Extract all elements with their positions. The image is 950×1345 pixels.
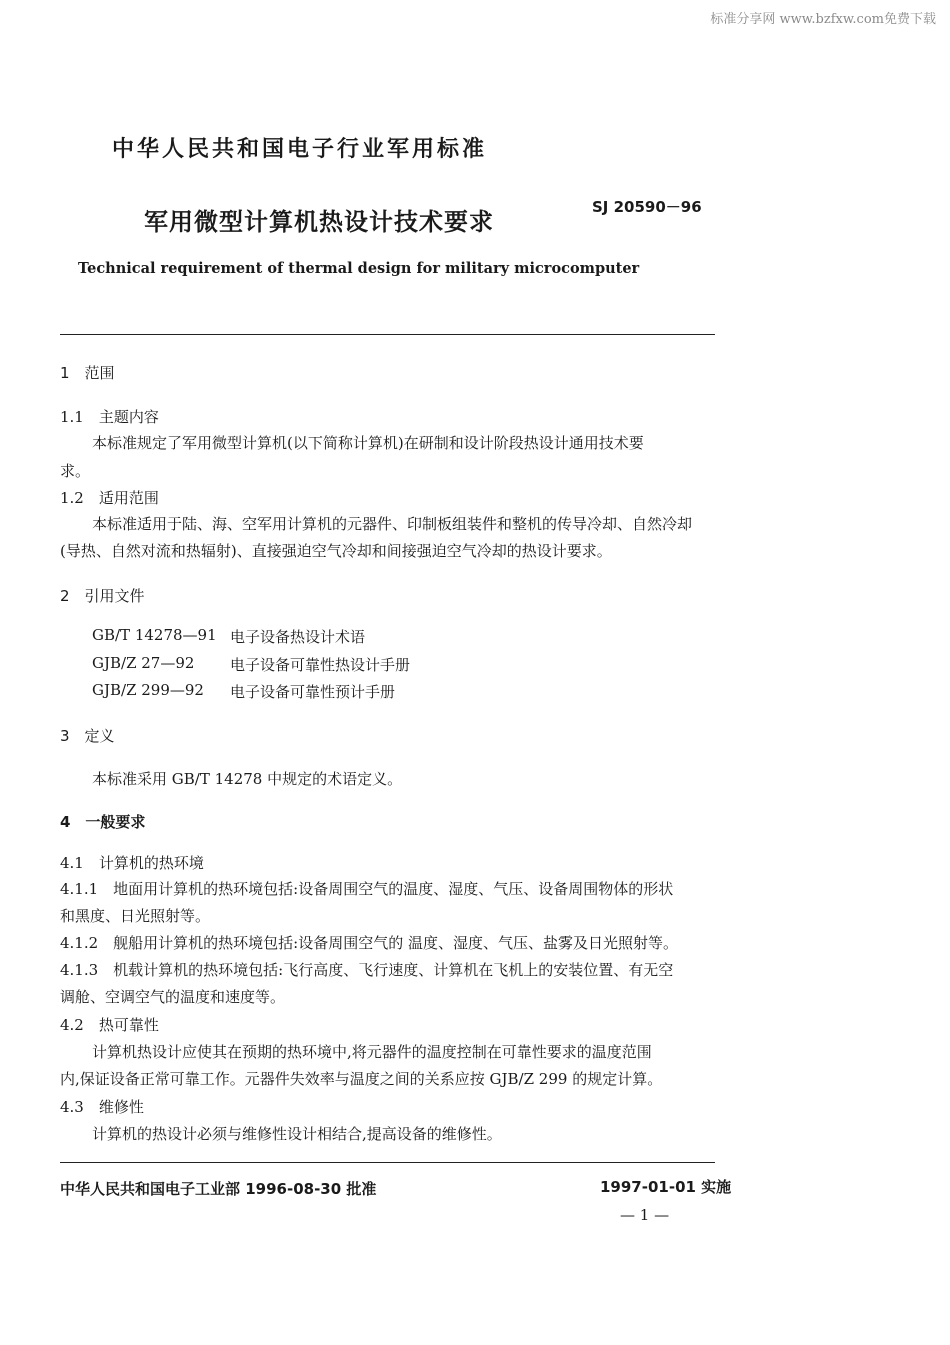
watermark: 标准分享网 www.bzfxw.com免费下载 bbox=[710, 12, 936, 27]
section-1-2-text: 本标准适用于陆、海、空军用计算机的元器件、印制板组装件和整机的传导冷却、自然冷却 bbox=[92, 515, 693, 533]
reference-code: GJB/Z 299—92 bbox=[92, 681, 204, 699]
issuing-organization: 中华人民共和国电子行业军用标准 bbox=[112, 137, 488, 162]
section-4-heading: 4 一般要求 bbox=[60, 813, 146, 831]
section-4-1-2-text: 4.1.2 舰船用计算机的热环境包括:设备周围空气的 温度、湿度、气压、盐雾及日光照射等。 bbox=[60, 934, 678, 952]
section-4-3-text: 计算机的热设计必须与维修性设计相结合,提高设备的维修性。 bbox=[92, 1125, 502, 1143]
section-4-1-1-text: 4.1.1 地面用计算机的热环境包括:设备周围空气的温度、湿度、气压、设备周围物体的形状 bbox=[60, 880, 674, 898]
section-4-2-text-cont: 内,保证设备正常可靠工作。元器件失效率与温度之间的关系应按 GJB/Z 299 的规定计算。 bbox=[60, 1070, 663, 1088]
section-1-2-heading: 1.2 适用范围 bbox=[60, 489, 159, 507]
standard-title: 军用微型计算机热设计技术要求 bbox=[144, 208, 494, 236]
section-1-1-text-cont: 求。 bbox=[60, 462, 91, 480]
section-1-1-text: 本标准规定了军用微型计算机(以下简称计算机)在研制和设计阶段热设计通用技术要 bbox=[92, 434, 644, 452]
standard-code: SJ 20590－96 bbox=[592, 198, 702, 216]
section-2-heading: 2 引用文件 bbox=[60, 587, 145, 605]
reference-code: GB/T 14278—91 bbox=[92, 626, 217, 644]
reference-title: 电子设备可靠性预计手册 bbox=[230, 683, 396, 701]
section-4-1-3-text-cont: 调舱、空调空气的温度和速度等。 bbox=[60, 988, 286, 1006]
section-4-2-text: 计算机热设计应使其在预期的热环境中,将元器件的温度控制在可靠性要求的温度范围 bbox=[92, 1043, 652, 1061]
section-1-2-text-cont: (导热、自然对流和热辐射)、直接强迫空气冷却和间接强迫空气冷却的热设计要求。 bbox=[60, 542, 612, 560]
section-4-1-3-text: 4.1.3 机载计算机的热环境包括:飞行高度、飞行速度、计算机在飞机上的安装位置、有无空 bbox=[60, 961, 674, 979]
section-4-2-heading: 4.2 热可靠性 bbox=[60, 1016, 159, 1034]
reference-title: 电子设备可靠性热设计手册 bbox=[230, 656, 411, 674]
reference-title: 电子设备热设计术语 bbox=[230, 628, 366, 646]
section-3-text: 本标准采用 GB/T 14278 中规定的术语定义。 bbox=[92, 770, 403, 788]
effective-date: 1997-01-01 实施 bbox=[600, 1178, 732, 1196]
section-1-1-heading: 1.1 主题内容 bbox=[60, 408, 159, 426]
approval-line: 中华人民共和国电子工业部 1996-08-30 批准 bbox=[60, 1180, 377, 1198]
english-title: Technical requirement of thermal design for military microcomputer bbox=[78, 260, 640, 277]
footer-divider bbox=[60, 1162, 715, 1163]
header-divider bbox=[60, 334, 715, 335]
page-number: — 1 — bbox=[620, 1206, 670, 1224]
section-4-1-1-text-cont: 和黑度、日光照射等。 bbox=[60, 907, 211, 925]
section-4-3-heading: 4.3 维修性 bbox=[60, 1098, 144, 1116]
section-3-heading: 3 定义 bbox=[60, 727, 115, 745]
reference-code: GJB/Z 27—92 bbox=[92, 654, 195, 672]
section-1-heading: 1 范围 bbox=[60, 364, 115, 382]
section-4-1-heading: 4.1 计算机的热环境 bbox=[60, 854, 204, 872]
